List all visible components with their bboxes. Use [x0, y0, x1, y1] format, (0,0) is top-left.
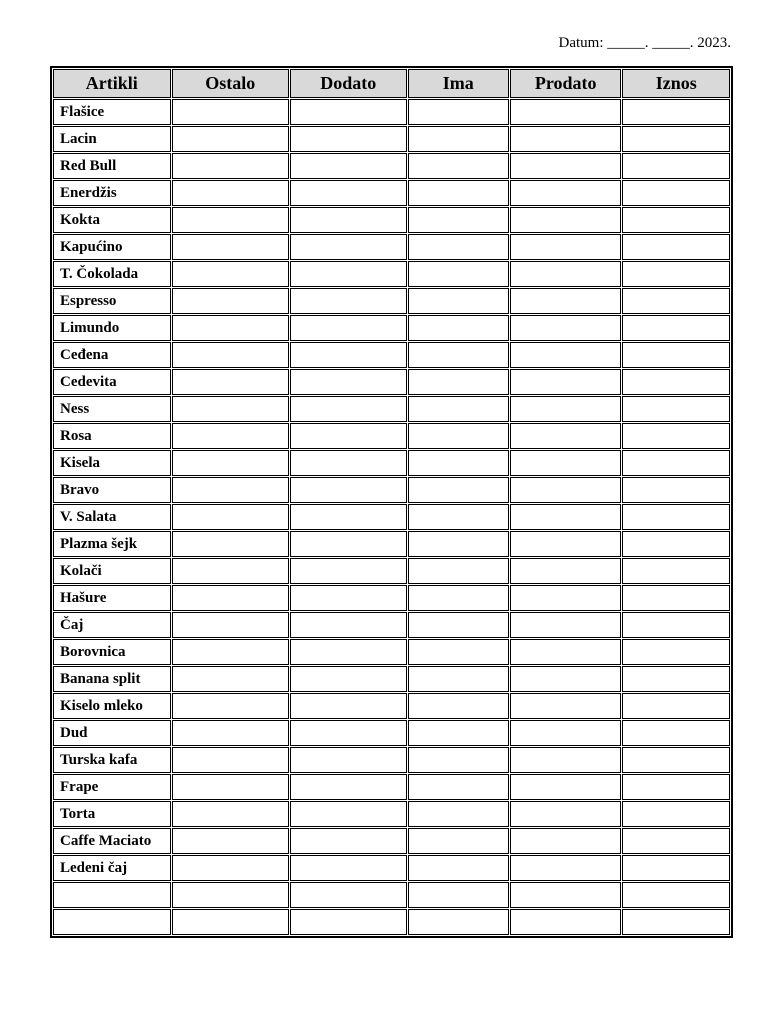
dodato-cell: [290, 396, 407, 422]
dodato-cell: [290, 207, 407, 233]
prodato-cell: [510, 693, 621, 719]
iznos-cell: [622, 747, 730, 773]
dodato-cell: [290, 558, 407, 584]
ima-cell: [408, 612, 509, 638]
ima-cell: [408, 909, 509, 935]
ima-cell: [408, 450, 509, 476]
artikal-cell: [53, 909, 171, 935]
table-row: [53, 909, 730, 935]
artikal-cell: Espresso: [53, 288, 171, 314]
table-row: [53, 180, 730, 206]
prodato-cell: [510, 774, 621, 800]
ima-cell: [408, 126, 509, 152]
table-row: [53, 423, 730, 449]
ima-cell: [408, 639, 509, 665]
dodato-cell: [290, 477, 407, 503]
prodato-cell: [510, 558, 621, 584]
dodato-cell: [290, 585, 407, 611]
iznos-cell: [622, 558, 730, 584]
ostalo-cell: [172, 747, 290, 773]
iznos-cell: [622, 315, 730, 341]
dodato-cell: [290, 234, 407, 260]
table-row: [53, 342, 730, 368]
artikal-cell: Enerdžis: [53, 180, 171, 206]
dodato-cell: [290, 342, 407, 368]
ima-cell: [408, 153, 509, 179]
iznos-cell: [622, 693, 730, 719]
ima-cell: [408, 666, 509, 692]
prodato-cell: [510, 828, 621, 854]
inventory-table: [50, 66, 733, 938]
dodato-cell: [290, 747, 407, 773]
ima-cell: [408, 288, 509, 314]
prodato-cell: [510, 477, 621, 503]
prodato-cell: [510, 531, 621, 557]
artikal-cell: V. Salata: [53, 504, 171, 530]
ostalo-cell: [172, 909, 290, 935]
date-line: Datum: _____. _____. 2023.: [558, 35, 731, 51]
artikal-cell: Lacin: [53, 126, 171, 152]
prodato-cell: [510, 234, 621, 260]
prodato-cell: [510, 396, 621, 422]
dodato-cell: [290, 666, 407, 692]
ima-cell: [408, 423, 509, 449]
ostalo-cell: [172, 720, 290, 746]
ostalo-cell: [172, 369, 290, 395]
ostalo-cell: [172, 828, 290, 854]
ostalo-cell: [172, 207, 290, 233]
iznos-cell: [622, 612, 730, 638]
prodato-cell: [510, 639, 621, 665]
prodato-cell: [510, 504, 621, 530]
table-row: [53, 207, 730, 233]
iznos-cell: [622, 477, 730, 503]
artikal-cell: [53, 882, 171, 908]
ostalo-cell: [172, 693, 290, 719]
table-row: [53, 396, 730, 422]
dodato-cell: [290, 909, 407, 935]
table-row: [53, 639, 730, 665]
table-row: [53, 801, 730, 827]
iznos-cell: [622, 828, 730, 854]
ostalo-cell: [172, 315, 290, 341]
ima-cell: [408, 774, 509, 800]
iznos-cell: [622, 396, 730, 422]
ostalo-cell: [172, 180, 290, 206]
ostalo-cell: [172, 99, 290, 125]
dodato-cell: [290, 261, 407, 287]
prodato-cell: [510, 909, 621, 935]
table-row: [53, 882, 730, 908]
ima-cell: [408, 396, 509, 422]
prodato-cell: [510, 180, 621, 206]
iznos-cell: [622, 342, 730, 368]
ima-cell: [408, 477, 509, 503]
iznos-cell: [622, 882, 730, 908]
iznos-cell: [622, 855, 730, 881]
dodato-cell: [290, 99, 407, 125]
table-row: [53, 153, 730, 179]
prodato-cell: [510, 342, 621, 368]
prodato-cell: [510, 612, 621, 638]
artikal-cell: Kisela: [53, 450, 171, 476]
ostalo-cell: [172, 423, 290, 449]
dodato-cell: [290, 612, 407, 638]
table-row: [53, 234, 730, 260]
column-header-prodato: Prodato: [510, 69, 621, 98]
table-body: [53, 99, 730, 935]
iznos-cell: [622, 720, 730, 746]
dodato-cell: [290, 774, 407, 800]
iznos-cell: [622, 774, 730, 800]
dodato-cell: [290, 639, 407, 665]
column-header-ima: Ima: [408, 69, 509, 98]
iznos-cell: [622, 288, 730, 314]
prodato-cell: [510, 801, 621, 827]
artikal-cell: Red Bull: [53, 153, 171, 179]
iznos-cell: [622, 423, 730, 449]
artikal-cell: T. Čokolada: [53, 261, 171, 287]
ima-cell: [408, 342, 509, 368]
prodato-cell: [510, 882, 621, 908]
dodato-cell: [290, 423, 407, 449]
table-row: [53, 126, 730, 152]
ima-cell: [408, 180, 509, 206]
ostalo-cell: [172, 342, 290, 368]
ima-cell: [408, 504, 509, 530]
artikal-cell: Caffe Maciato: [53, 828, 171, 854]
table-row: [53, 261, 730, 287]
ima-cell: [408, 261, 509, 287]
dodato-cell: [290, 315, 407, 341]
artikal-cell: Kolači: [53, 558, 171, 584]
ostalo-cell: [172, 261, 290, 287]
dodato-cell: [290, 504, 407, 530]
dodato-cell: [290, 531, 407, 557]
iznos-cell: [622, 261, 730, 287]
prodato-cell: [510, 126, 621, 152]
iznos-cell: [622, 126, 730, 152]
ostalo-cell: [172, 234, 290, 260]
ima-cell: [408, 234, 509, 260]
ostalo-cell: [172, 504, 290, 530]
dodato-cell: [290, 720, 407, 746]
dodato-cell: [290, 450, 407, 476]
artikal-cell: Plazma šejk: [53, 531, 171, 557]
prodato-cell: [510, 315, 621, 341]
table-row: [53, 369, 730, 395]
ostalo-cell: [172, 882, 290, 908]
ima-cell: [408, 315, 509, 341]
ostalo-cell: [172, 855, 290, 881]
artikal-cell: Ceđena: [53, 342, 171, 368]
prodato-cell: [510, 666, 621, 692]
iznos-cell: [622, 207, 730, 233]
dodato-cell: [290, 855, 407, 881]
prodato-cell: [510, 450, 621, 476]
table-row: [53, 774, 730, 800]
artikal-cell: Banana split: [53, 666, 171, 692]
iznos-cell: [622, 99, 730, 125]
ostalo-cell: [172, 585, 290, 611]
artikal-cell: Čaj: [53, 612, 171, 638]
ima-cell: [408, 207, 509, 233]
ostalo-cell: [172, 126, 290, 152]
dodato-cell: [290, 693, 407, 719]
dodato-cell: [290, 882, 407, 908]
ostalo-cell: [172, 666, 290, 692]
iznos-cell: [622, 153, 730, 179]
artikal-cell: Cedevita: [53, 369, 171, 395]
table-row: [53, 99, 730, 125]
dodato-cell: [290, 828, 407, 854]
table-row: [53, 585, 730, 611]
prodato-cell: [510, 288, 621, 314]
ima-cell: [408, 855, 509, 881]
ostalo-cell: [172, 153, 290, 179]
column-header-artikli: Artikli: [53, 69, 171, 98]
ostalo-cell: [172, 558, 290, 584]
ima-cell: [408, 828, 509, 854]
dodato-cell: [290, 801, 407, 827]
prodato-cell: [510, 261, 621, 287]
artikal-cell: Kiselo mleko: [53, 693, 171, 719]
column-header-ostalo: Ostalo: [172, 69, 290, 98]
column-header-iznos: Iznos: [622, 69, 730, 98]
table-row: [53, 477, 730, 503]
table-row: [53, 693, 730, 719]
prodato-cell: [510, 99, 621, 125]
table-row: [53, 747, 730, 773]
ostalo-cell: [172, 612, 290, 638]
table-row: [53, 504, 730, 530]
ima-cell: [408, 693, 509, 719]
artikal-cell: Ledeni čaj: [53, 855, 171, 881]
table-row: [53, 855, 730, 881]
table-row: [53, 315, 730, 341]
prodato-cell: [510, 747, 621, 773]
iznos-cell: [622, 531, 730, 557]
ostalo-cell: [172, 288, 290, 314]
iznos-cell: [622, 801, 730, 827]
header-row: [53, 69, 730, 98]
iznos-cell: [622, 180, 730, 206]
iznos-cell: [622, 585, 730, 611]
table-row: [53, 558, 730, 584]
prodato-cell: [510, 153, 621, 179]
artikal-cell: Kapućino: [53, 234, 171, 260]
iznos-cell: [622, 504, 730, 530]
artikal-cell: Borovnica: [53, 639, 171, 665]
table-row: [53, 720, 730, 746]
artikal-cell: Kokta: [53, 207, 171, 233]
prodato-cell: [510, 423, 621, 449]
prodato-cell: [510, 720, 621, 746]
ostalo-cell: [172, 531, 290, 557]
ostalo-cell: [172, 450, 290, 476]
ima-cell: [408, 585, 509, 611]
prodato-cell: [510, 369, 621, 395]
ima-cell: [408, 720, 509, 746]
artikal-cell: Turska kafa: [53, 747, 171, 773]
table-row: [53, 531, 730, 557]
artikal-cell: Ness: [53, 396, 171, 422]
artikal-cell: Rosa: [53, 423, 171, 449]
ostalo-cell: [172, 396, 290, 422]
prodato-cell: [510, 585, 621, 611]
artikal-cell: Flašice: [53, 99, 171, 125]
ima-cell: [408, 801, 509, 827]
table-row: [53, 828, 730, 854]
dodato-cell: [290, 126, 407, 152]
ima-cell: [408, 558, 509, 584]
ostalo-cell: [172, 639, 290, 665]
dodato-cell: [290, 369, 407, 395]
artikal-cell: Torta: [53, 801, 171, 827]
ostalo-cell: [172, 801, 290, 827]
table-row: [53, 288, 730, 314]
dodato-cell: [290, 180, 407, 206]
artikal-cell: Dud: [53, 720, 171, 746]
prodato-cell: [510, 207, 621, 233]
iznos-cell: [622, 666, 730, 692]
ima-cell: [408, 882, 509, 908]
artikal-cell: Hašure: [53, 585, 171, 611]
dodato-cell: [290, 288, 407, 314]
ima-cell: [408, 747, 509, 773]
iznos-cell: [622, 450, 730, 476]
ima-cell: [408, 369, 509, 395]
iznos-cell: [622, 369, 730, 395]
prodato-cell: [510, 855, 621, 881]
artikal-cell: Frape: [53, 774, 171, 800]
dodato-cell: [290, 153, 407, 179]
table-row: [53, 612, 730, 638]
artikal-cell: Limundo: [53, 315, 171, 341]
column-header-dodato: Dodato: [290, 69, 407, 98]
ostalo-cell: [172, 477, 290, 503]
iznos-cell: [622, 234, 730, 260]
table-row: [53, 450, 730, 476]
ima-cell: [408, 99, 509, 125]
ima-cell: [408, 531, 509, 557]
iznos-cell: [622, 639, 730, 665]
artikal-cell: Bravo: [53, 477, 171, 503]
ostalo-cell: [172, 774, 290, 800]
table-row: [53, 666, 730, 692]
iznos-cell: [622, 909, 730, 935]
